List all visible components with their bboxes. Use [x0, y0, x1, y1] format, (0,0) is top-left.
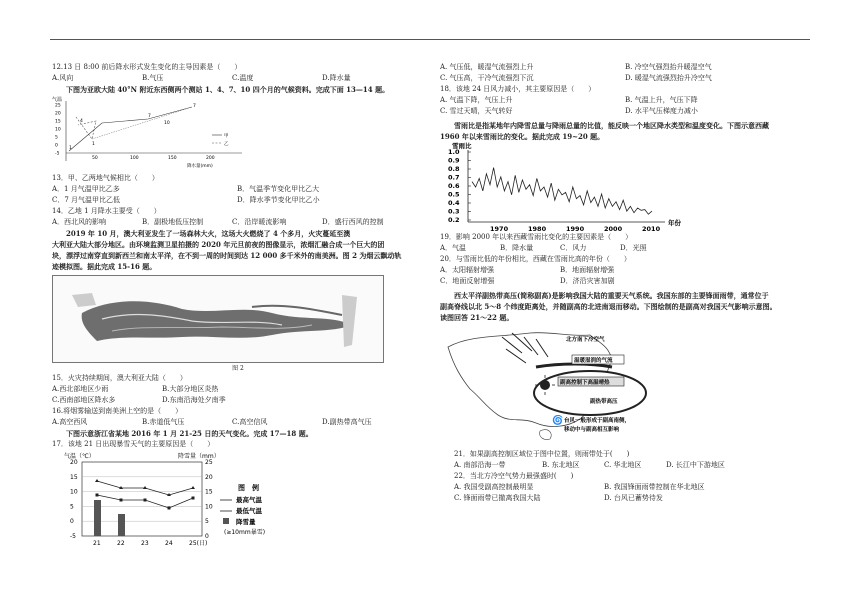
option-c: C.温度 [232, 74, 254, 82]
legend-min-temp: 最低气温 [236, 507, 262, 515]
connector-line [92, 107, 192, 139]
x-tick-label: 100 [130, 156, 139, 161]
question-13-options-row2 [52, 195, 424, 206]
option-b: B．降水量 [500, 244, 534, 252]
snowfall-bar-21 [94, 500, 101, 536]
x-tick-label: 1970 [490, 225, 509, 232]
snow-rain-ratio-chart [440, 142, 810, 232]
point-label: 1 [92, 142, 95, 147]
x-tick-label: 2010 [642, 225, 661, 232]
high-map-svg [440, 327, 680, 447]
option-d: D．光照 [620, 244, 647, 252]
option-c: C.高空信风 [232, 418, 268, 426]
option-c: C．7 月气温甲比乙低 [52, 196, 121, 204]
figure-2-caption: 图 2 [232, 365, 244, 372]
option-d: D．降水季节变化甲比乙小 [237, 196, 320, 204]
label-subtropical-high: 副热带高压 [590, 399, 618, 405]
question-22-options-row2 [440, 493, 810, 504]
y-tick-label: 0.9 [448, 156, 460, 165]
option-b: B. 冷空气强烈抬升暖湿空气 [625, 63, 712, 71]
question-15-options-row2 [52, 395, 424, 406]
label-typhoon-2: 移动中与副高相互影响 [564, 427, 620, 433]
series-yi-line [69, 107, 192, 151]
ratio-series-line [472, 168, 652, 215]
legend-title: 图 例 [238, 484, 259, 492]
x-tick-label: 24 [165, 540, 173, 547]
legend-jia: 甲 [224, 134, 229, 139]
question-20: 20．与雪雨比低的年份相比，西藏在雪雨比高的年份（ ） [440, 255, 631, 263]
header-rule [50, 39, 810, 40]
right-tick-label: 5 [205, 518, 209, 526]
x-tick-label: 21 [93, 540, 101, 547]
snowfall-bar-22 [118, 514, 125, 536]
y-tick-label: 0.4 [448, 199, 460, 207]
option-a: A.西北部地区少雨 [52, 385, 109, 393]
option-c: C.西南部地区降水多 [52, 396, 116, 404]
y-tick-label: 25 [55, 103, 61, 109]
y-tick-label: 5 [55, 135, 58, 141]
option-c: C．沿岸暖流影响 [232, 218, 287, 226]
sun-icon [540, 380, 550, 390]
left-tick-label: 20 [70, 459, 78, 466]
option-a: A．太阳辐射增强 [440, 266, 495, 274]
y-tick-label: 0 [55, 143, 58, 149]
y-tick-label: 0.7 [448, 173, 460, 182]
typhoon-icon: 🌀 [552, 416, 564, 426]
option-c: C．地面反射增强 [440, 277, 495, 285]
option-b: B.赤道低气压 [142, 418, 185, 426]
question-17-options-row1 [440, 62, 810, 73]
left-tick-label: 5 [70, 503, 74, 511]
island-outline [540, 430, 552, 440]
option-b: B．副极地低压控制 [142, 218, 204, 226]
intro-15-line2: 大利亚大陆大部分地区。由环境监测卫星拍摄的 2020 年元旦前夜的图像显示，浓烟汇融合成一个巨大的团 [52, 240, 385, 249]
right-tick-label: 0 [205, 533, 209, 540]
ratio-chart-svg [440, 142, 690, 232]
option-c: C．风力 [560, 244, 587, 252]
y-tick-label: 0.6 [448, 182, 460, 190]
legend-snow-swatch [223, 518, 229, 524]
smoke-map-svg [52, 275, 384, 363]
right-axis-label: 降雪量（mm） [178, 453, 220, 460]
intro-21-line1: 西太平洋副热带高压(简称副高)是影响我国大陆的重要天气系统。我国东部的主要锋面雨带，通常位于 [454, 291, 769, 300]
option-a: A.风向 [52, 74, 74, 82]
point-label: 10 [164, 121, 170, 126]
option-a: A. 气压低，暖湿气流强烈上升 [440, 63, 534, 71]
question-21: 21．如果副高控制区域位于图中位置，则雨带处于( ) [454, 450, 630, 458]
climate-chart [52, 95, 424, 173]
subtropical-high-map [440, 327, 810, 447]
chart-ylabel: 气温 [52, 97, 63, 103]
question-22: 22．当北方冷空气势力最强盛时( ) [454, 472, 574, 480]
question-16-options [52, 417, 424, 428]
max-temp-points [95, 479, 195, 496]
question-19: 19．影响 2000 年以来西藏雪雨比变化的主要因素是（ ） [440, 233, 633, 241]
option-a: A. 南部沿海一带 [454, 461, 506, 469]
y-tick-label: 15 [55, 119, 61, 125]
question-18: 18．该地 24 日风力减小，其主要原因是（ ） [440, 85, 596, 93]
right-column [440, 62, 810, 504]
smoke-trajectory-map [52, 275, 424, 363]
question-19-options [440, 243, 810, 254]
x-tick-label: 1990 [566, 225, 585, 232]
left-axis-label: 气温（℃） [64, 453, 95, 460]
y-tick-label: 0.8 [448, 165, 460, 173]
question-17: 17．该地 21 日出现暴雪天气的主要原因是（ ） [52, 440, 215, 448]
min-temp-points [96, 494, 195, 510]
option-a: A．1 月气温甲比乙多 [52, 185, 120, 193]
x-tick-label: 50 [92, 156, 98, 161]
option-b: B.大部分地区炎热 [162, 385, 219, 393]
legend-yi: 乙 [224, 142, 229, 147]
question-15-options-row1 [52, 384, 424, 395]
option-d: D.副热带高气压 [322, 418, 372, 426]
right-tick-label: 15 [205, 488, 213, 496]
question-18-options-row1 [440, 95, 810, 106]
option-a: A．西北风的影响 [52, 218, 107, 226]
left-tick-label: 15 [70, 473, 78, 481]
y-tick-label: 0.2 [448, 216, 460, 224]
option-b: B．气温季节变化甲比乙大 [237, 185, 320, 193]
option-d: D.东南沿海处夕南季 [162, 396, 226, 404]
question-12: 12.13 日 8:00 前后降水形式发生变化的主导因素是（ ） [52, 63, 242, 71]
option-a: A. 我国受副高控制最明显 [454, 483, 534, 491]
legend-max-temp: 最高气温 [236, 496, 262, 504]
intro-17-18: 下图示意浙江省某地 2016 年 1 月 21-25 日的天气变化。完成 17—18 题。 [66, 429, 313, 438]
question-20-options-row1 [440, 265, 810, 276]
x-tick-label: 23 [141, 540, 149, 547]
question-13-options-row1 [52, 184, 424, 195]
legend-snowfall: 降雪量 [236, 518, 256, 526]
intro-19-line2: 1960 年以来雪雨比的变化。据此完成 19~20 题。 [440, 132, 605, 141]
option-a: A.高空西风 [52, 418, 88, 426]
left-tick-label: -5 [70, 533, 76, 540]
right-tick-label: 10 [205, 503, 213, 511]
question-20-options-row2 [440, 276, 810, 287]
question-13: 13．甲、乙两地气候相比（ ） [52, 174, 159, 182]
option-c: C. 雪过天晴，天气转好 [440, 107, 513, 115]
intro-21-line2: 副高脊线以北 5～8 个纬度距离处，并随副高的北进南退而移动。下图绘制的是副高对我国天气影响示意图。 [440, 302, 777, 311]
point-label: 4 [80, 119, 83, 124]
question-18-options-row2 [440, 106, 810, 117]
series-jia-line [76, 117, 96, 139]
question-21-options [440, 460, 810, 471]
y-tick-label: 10 [55, 127, 61, 133]
option-d: D. 长江中下游地区 [666, 461, 725, 469]
question-15: 15．火灾持续期间，澳大利亚大陆（ ） [52, 374, 187, 382]
chart-ylabel: 雪雨比 [452, 142, 472, 150]
x-tick-label: 22 [117, 540, 125, 547]
intro-21-line3: 读图回答 21～22 题。 [440, 313, 514, 322]
x-tick-label: 25(日) [189, 540, 208, 547]
option-b: B. 我国锋面雨带控制在华北地区 [604, 483, 705, 491]
intro-15-line3: 块，漂浮过南穿直到新西兰和南太平洋，在不到一周的时间到达 12 000 多千米外的南美洲。图 2 为烟云飘动轨 [52, 251, 402, 260]
option-b: B．地面辐射增强 [560, 266, 615, 274]
option-c: C. 气压高，干冷气流强烈下沉 [440, 74, 534, 82]
x-tick-label: 1980 [528, 225, 547, 232]
intro-19-line1: 雪雨比是指某地年内降雪总量与降雨总量的比值，能反映一个地区降水类型和温度变化。下图示意西藏 [454, 121, 769, 130]
option-d: D．济沿灾害加剧 [560, 277, 615, 285]
chart-xlabel: 年份 [668, 219, 681, 227]
option-d: D.降水量 [322, 74, 351, 82]
legend-snow-note: (≥10mm暴雪) [224, 529, 266, 536]
question-17-options-row2 [440, 73, 810, 84]
point-label: 7 [148, 114, 151, 119]
right-tick-label: 25 [205, 459, 213, 466]
x-tick-label: 150 [168, 156, 177, 161]
intro-15-line4: 迹模拟图。据此完成 15-16 题。 [52, 262, 157, 271]
right-tick-label: 20 [205, 473, 213, 481]
option-d: D. 台风已蓄势待发 [604, 494, 663, 502]
label-cold-air: 北方南下冷空气 [566, 337, 605, 343]
weather-chart-svg [52, 450, 302, 550]
intro-15-line1: 2019 年 10 月，澳大利亚发生了一场森林大火，这场大火燃烧了 4 个多月，火灾蔓延至澳 [66, 229, 351, 238]
option-c: C. 锋面雨带已撤离我国大陆 [454, 494, 541, 502]
left-column [52, 62, 424, 550]
option-b: B.气压 [142, 74, 164, 82]
option-d: D．盛行西风的控制 [322, 218, 384, 226]
option-c: C. 华北地区 [604, 461, 642, 469]
x-tick-label: 2000 [604, 225, 623, 232]
y-tick-label: 20 [55, 111, 61, 117]
x-tick-label: 200 [206, 156, 215, 161]
option-d: D. 水平气压梯度力减小 [625, 107, 698, 115]
option-a: A. 气温下降，气压上升 [440, 96, 513, 104]
option-b: B. 东北地区 [542, 461, 580, 469]
question-14-options [52, 217, 424, 228]
climate-chart-svg [52, 95, 252, 173]
question-22-options-row1 [440, 482, 810, 493]
option-b: B. 气温上升，气压下降 [625, 96, 698, 104]
y-tick-label: 0.5 [448, 190, 460, 199]
label-high-control: 副高控制下高温晴热 [560, 380, 610, 386]
left-tick-label: 0 [70, 518, 74, 526]
weather-chart [52, 450, 424, 550]
option-d: D. 暖湿气流强烈抬升冷空气 [625, 74, 712, 82]
point-label: 1 [69, 146, 72, 151]
intro-13-14: 下图为亚欧大陆 40°N 附近东西侧两个测站 1、4、7、10 四个月的气候资料。完成下面 13—14 题。 [66, 85, 390, 94]
y-tick-label: 1.0 [448, 148, 460, 156]
chart-xlabel: 降水量(mm) [187, 164, 213, 169]
point-label: 7 [193, 104, 196, 109]
left-tick-label: 10 [70, 488, 78, 496]
y-tick-label: 0.3 [448, 207, 460, 216]
question-16: 16.将烟雾输送到南美洲上空的是（ ） [52, 407, 183, 415]
option-a: A．气温 [440, 244, 467, 252]
label-typhoon-1: 台风一般形成于副高南侧， [564, 418, 631, 424]
question-12-options [52, 73, 424, 84]
question-14: 14．乙地 1 月降水主要受（ ） [52, 207, 161, 215]
y-tick-label: -5 [55, 151, 60, 157]
label-warm-flow: 温暖湿润的气流 [574, 358, 613, 364]
